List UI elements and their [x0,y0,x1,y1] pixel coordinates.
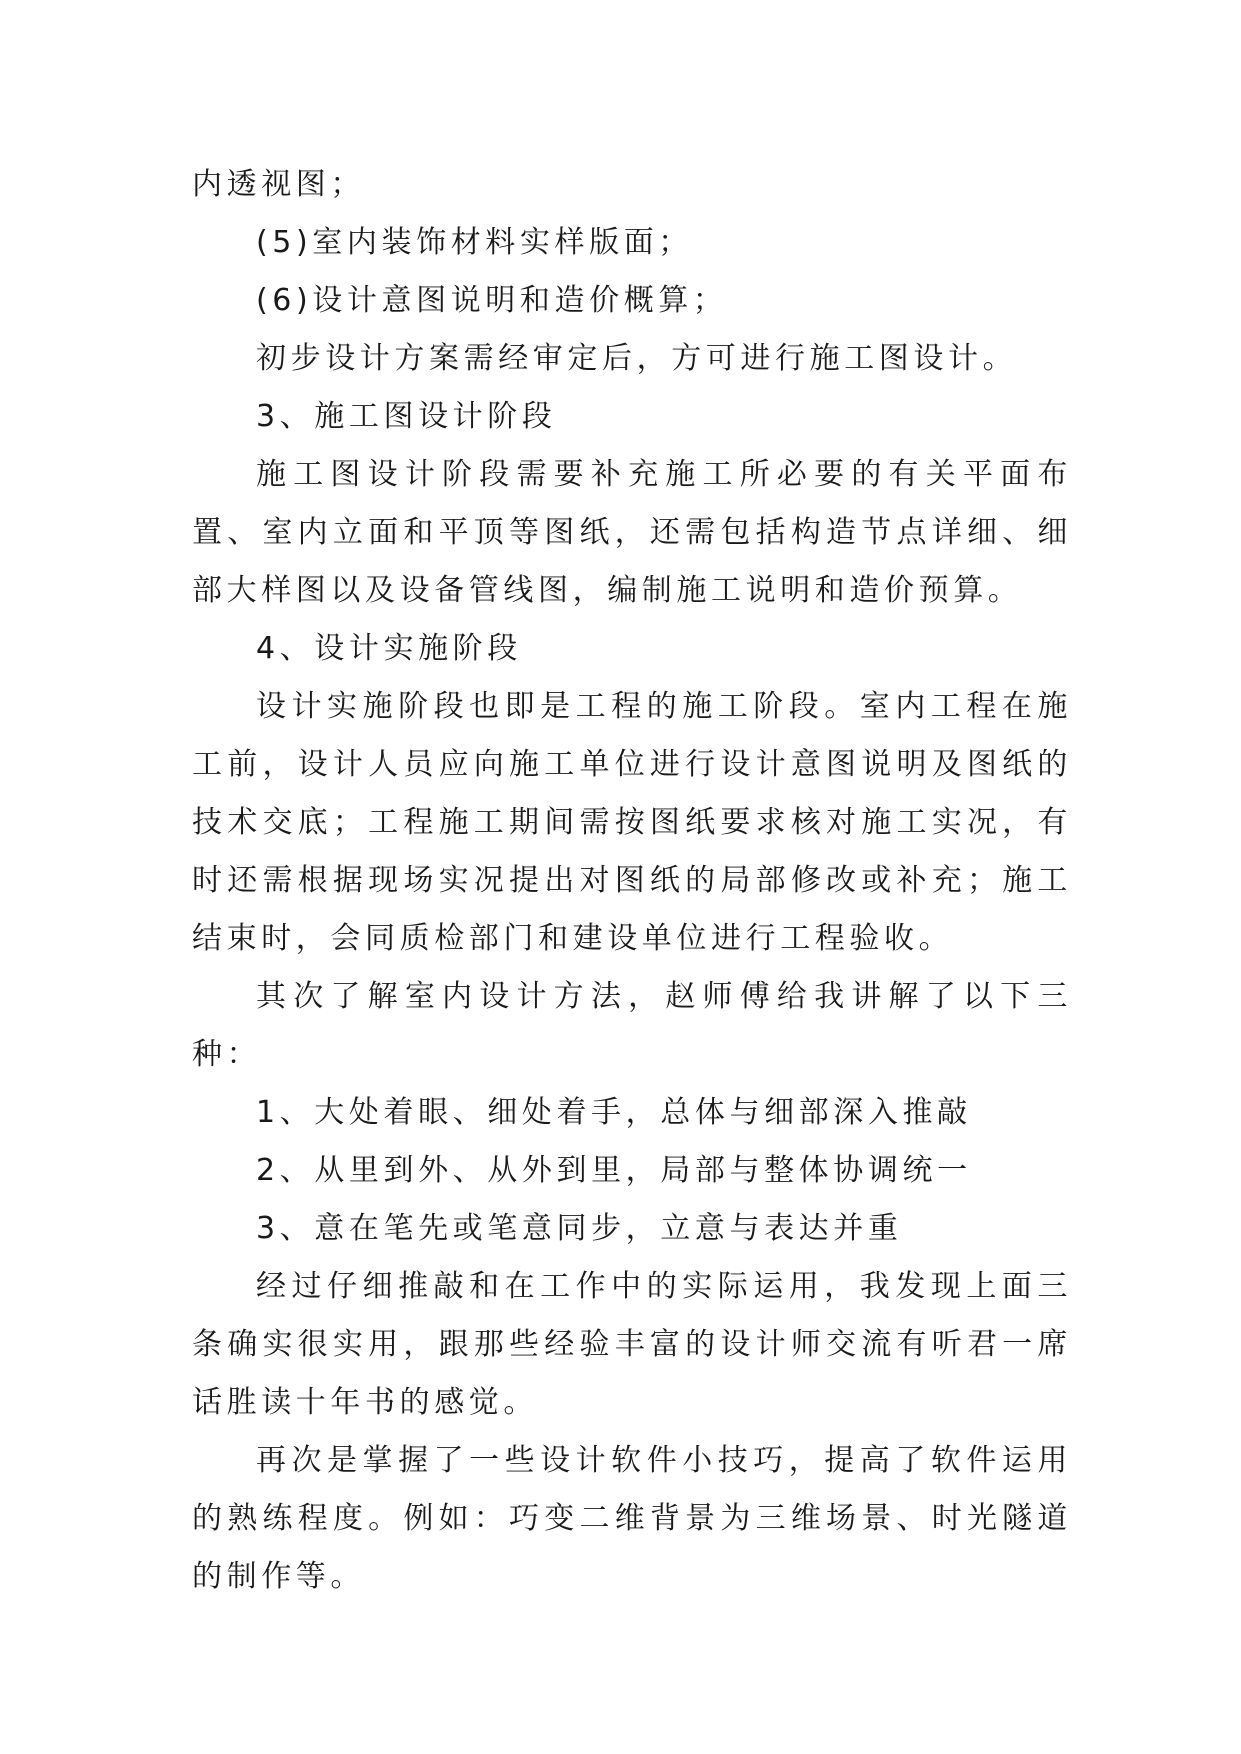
body-text [192,156,1072,1606]
list-item-6: (6)设计意图说明和造价概算； [256,283,728,318]
paragraph-design-methods-intro: 其次了解室内设计方法，赵师傅给我讲解了以下三种： [192,979,1072,1072]
section-heading-3: 3、施工图设计阶段 [256,399,557,434]
paragraph-implementation: 设计实施阶段也即是工程的施工阶段。室内工程在施工前，设计人员应向施工单位进行设计意图说明及图纸的技术交底；工程施工期间需按图纸要求核对施工实况，有时还需根据现场实况提出对图纸的局部修改或补充；施工结束时，会同质检部门和建设单位进行工程验收。 [192,689,1072,956]
paragraph-software-skills: 再次是掌握了一些设计软件小技巧，提高了软件运用的熟练程度。例如：巧变二维背景为三维场景、时光隧道的制作等。 [192,1443,1072,1594]
paragraph-approval: 初步设计方案需经审定后，方可进行施工图设计。 [256,341,1018,376]
method-item-3: 3、意在笔先或笔意同步，立意与表达并重 [256,1211,903,1246]
paragraph-reflection: 经过仔细推敲和在工作中的实际运用，我发现上面三条确实很实用，跟那些经验丰富的设计师交流有听君一席话胜读十年书的感觉。 [192,1269,1072,1420]
list-item-5: (5)室内装饰材料实样版面； [256,225,693,260]
section-heading-4: 4、设计实施阶段 [256,631,522,666]
paragraph-construction-drawing: 施工图设计阶段需要补充施工所必要的有关平面布置、室内立面和平顶等图纸，还需包括构造节点详细、细部大样图以及设备管线图，编制施工说明和造价预算。 [192,457,1072,608]
paragraph-continuation: 内透视图； [192,167,365,202]
method-item-2: 2、从里到外、从外到里，局部与整体协调统一 [256,1153,972,1188]
method-item-1: 1、大处着眼、细处着手，总体与细部深入推敲 [256,1095,972,1130]
